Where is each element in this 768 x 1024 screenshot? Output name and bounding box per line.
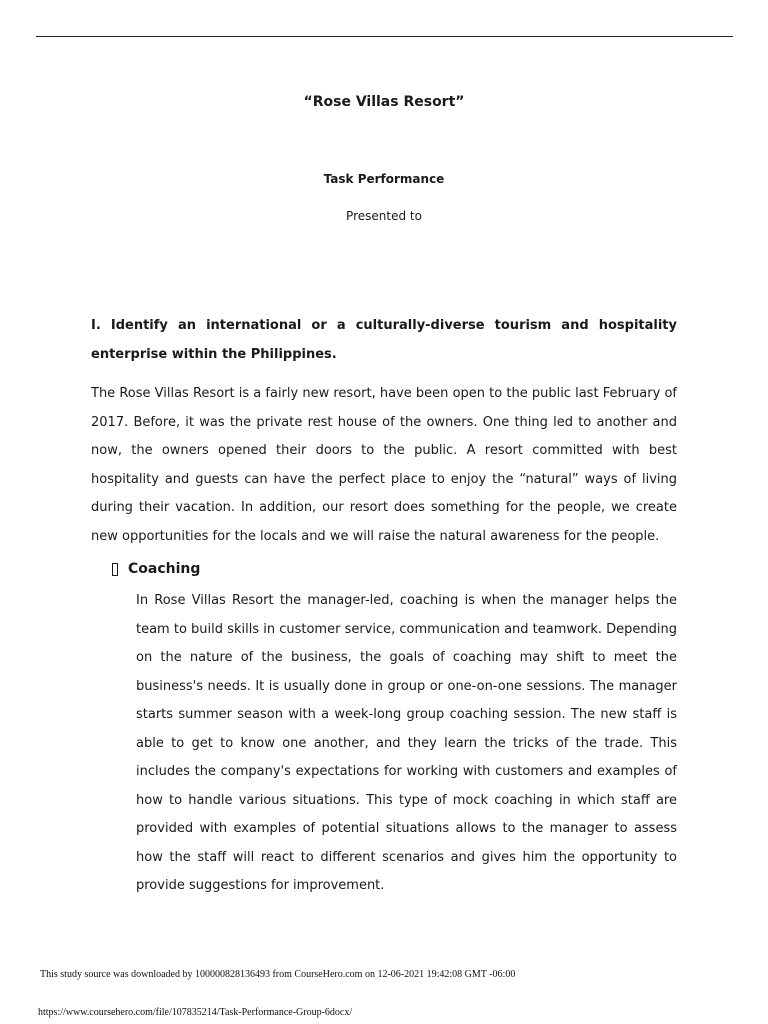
presented-to-label: Presented to xyxy=(346,209,422,223)
document-subtitle: Task Performance xyxy=(323,172,445,186)
download-source-notice: This study source was downloaded by 100000828136493 from CourseHero.com on 12-06-2021 19:42:08 GMT -06:00 xyxy=(40,969,516,980)
coaching-paragraph: In Rose Villas Resort the manager-led, coaching is when the manager helps the team to build skills in customer service, communication and teamwork. Depending on the nature of the business, the goals of coaching may shift to meet the business's needs. It is usually done in group or one-on-one sessions. The manager starts summer season with a week-long group coaching session. The new staff is able to get to know one another, and they learn the tricks of the trade. This includes the company's expectations for working with customers and examples of how to handle various situations. This type of mock coaching in which staff are provided with examples of potential situations allows to the manager to assess how the staff will react to different scenarios and gives him the opportunity to provide suggestions for improvement. xyxy=(136,593,677,893)
document-title: “Rose Villas Resort” xyxy=(303,94,465,110)
coaching-heading: Coaching xyxy=(128,561,201,577)
section-heading: I. Identify an international or a culturally-diverse tourism and hospitality enterprise within the Philippines. xyxy=(91,318,677,362)
source-url[interactable]: https://www.coursehero.com/file/107835214/Task-Performance-Group-6docx/ xyxy=(38,1007,353,1018)
coaching-bullet xyxy=(112,561,200,577)
intro-paragraph: The Rose Villas Resort is a fairly new resort, have been open to the public last February of 2017. Before, it was the private rest house of the owners. One thing led to another and now, the owners opened their doors to the public. A resort committed with best hospitality and guests can have the perfect place to enjoy the “natural” ways of living during their vacation. In addition, our resort does something for the people, we create new opportunities for the locals and we will raise the natural awareness for the people. xyxy=(91,386,677,544)
bullet-box-icon xyxy=(112,563,118,576)
top-divider xyxy=(36,36,733,37)
